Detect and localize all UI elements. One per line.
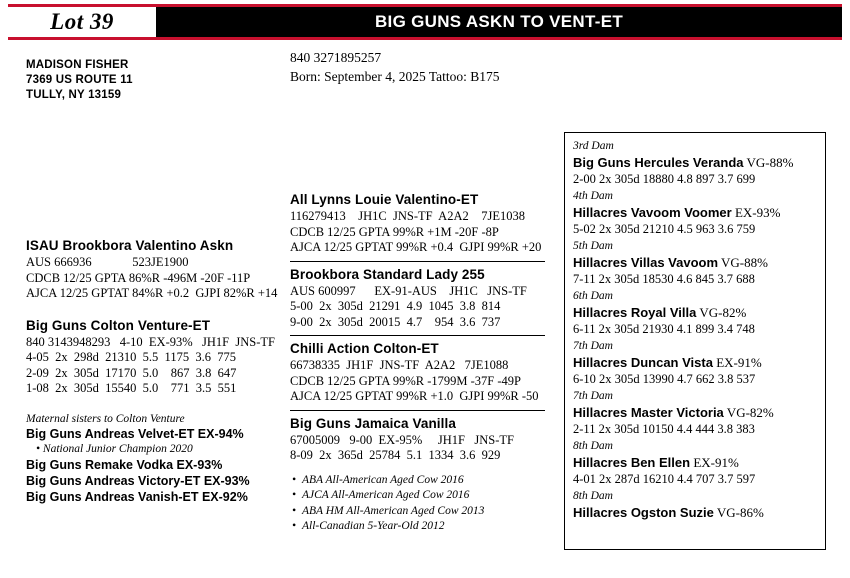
dam-generation-label: 7th Dam (573, 340, 613, 352)
maternal-sister-name: Big Guns Andreas Vanish-ET EX-92% (26, 489, 248, 504)
dam-entry (573, 339, 825, 388)
dam-entry-record: 7-11 2x 305d 18530 4.6 845 3.7 688 (573, 272, 755, 286)
dam-entry (573, 239, 825, 288)
dam-line-3: 2-09 2x 305d 17170 5.0 867 3.8 647 (26, 365, 237, 380)
paternal-granddam-line-3: 9-00 2x 305d 20015 4.7 954 3.6 737 (290, 314, 501, 329)
maternal-sister-award: • National Junior Champion 2020 (36, 442, 193, 455)
dam-entry (573, 489, 825, 521)
dam-entry-classification: EX-91% (690, 455, 739, 470)
lot-number-label: Lot 39 (50, 9, 114, 34)
spacer (290, 464, 545, 473)
maternal-granddam-name: Big Guns Jamaica Vanilla (290, 415, 456, 431)
dam-entry-name-text: Hillacres Royal Villa (573, 305, 697, 320)
dam-entry (573, 389, 825, 438)
dam-entry-record: 4-01 2x 287d 16210 4.4 707 3.7 597 (573, 472, 756, 486)
sire-line-1: AUS 666936 523JE1900 (26, 255, 189, 269)
divider (290, 261, 545, 262)
dam-entry-name-text: Hillacres Vavoom Voomer (573, 205, 732, 220)
award-item: • ABA All-American Aged Cow 2016 (290, 473, 545, 489)
dam-entry-classification: VG-88% (743, 155, 794, 170)
dam-entry-record: 5-02 2x 305d 21210 4.5 963 3.6 759 (573, 222, 756, 236)
animal-identification-block (290, 48, 590, 86)
paternal-grandsire-line-1: 116279413 JH1C JNS-TF A2A2 7JE1038 (290, 209, 525, 223)
paternal-grandsire-line-2: CDCB 12/25 GPTA 99%R +1M -20F -8P (290, 224, 499, 239)
dam-generation-label: 8th Dam (573, 440, 613, 452)
consignor-address-line-1: 7369 US ROUTE 11 (26, 74, 133, 86)
grandparent-column (290, 192, 545, 535)
dam-entry-name-text: Hillacres Villas Vavoom (573, 255, 719, 270)
consignor-block (26, 58, 256, 103)
paternal-granddam-name: Brookbora Standard Lady 255 (290, 266, 485, 282)
dam-entry-record: 6-11 2x 305d 21930 4.1 899 3.4 748 (573, 322, 755, 336)
dam-entry-name (573, 204, 825, 221)
dam-entry (573, 439, 825, 488)
pedigree-block-paternal-grandsire (290, 192, 545, 256)
registration-number: 840 3271895257 (290, 50, 382, 65)
dam-entry-classification: VG-82% (696, 305, 747, 320)
dam-entry (573, 189, 825, 238)
dam-generation-label: 4th Dam (573, 190, 613, 202)
birth-and-tattoo: Born: September 4, 2025 Tattoo: B175 (290, 69, 500, 84)
dam-entry-classification: EX-93% (731, 205, 781, 220)
maternal-grandsire-line-3: AJCA 12/25 GPTAT 99%R +1.0 GJPI 99%R -50 (290, 389, 539, 403)
dam-entry (573, 289, 825, 338)
award-item: • ABA HM All-American Aged Cow 2013 (290, 504, 545, 520)
dam-generation-label: 3rd Dam (573, 140, 614, 152)
maternal-sisters-heading: Maternal sisters to Colton Venture (26, 412, 185, 425)
dam-entry-name-text: Hillacres Master Victoria (573, 405, 724, 420)
dam-generation-label: 5th Dam (573, 240, 613, 252)
paternal-granddam-line-2: 5-00 2x 305d 21291 4.9 1045 3.8 814 (290, 299, 501, 313)
dam-entry-classification: VG-86% (713, 505, 764, 520)
paternal-grandsire-name: All Lynns Louie Valentino-ET (290, 192, 479, 207)
ancestor-dams-box (564, 132, 826, 550)
maternal-granddam-line-1: 67005009 9-00 EX-95% JH1F JNS-TF (290, 432, 514, 447)
dam-generation-label: 6th Dam (573, 290, 613, 302)
dam-entry-name (573, 504, 825, 521)
dam-entry-name (573, 304, 825, 321)
pedigree-block-dam (26, 318, 276, 397)
pedigree-block-paternal-granddam (290, 267, 545, 331)
lot-header-bar (8, 4, 842, 40)
dam-name: Big Guns Colton Venture-ET (26, 317, 211, 333)
award-item: • All-Canadian 5-Year-Old 2012 (290, 519, 545, 535)
dam-entry-name-text: Hillacres Duncan Vista (573, 355, 713, 370)
dam-line-2: 4-05 2x 298d 21310 5.5 1175 3.6 775 (26, 350, 236, 364)
sire-line-2: CDCB 12/25 GPTA 86%R -496M -20F -11P (26, 270, 251, 285)
dam-generation-label: 7th Dam (573, 390, 613, 402)
page-title: BIG GUNS ASKN TO VENT-ET (374, 12, 624, 31)
dam-line-4: 1-08 2x 305d 15540 5.0 771 3.5 551 (26, 381, 237, 395)
dam-entry-name (573, 254, 825, 271)
consignor-name: MADISON FISHER (26, 59, 129, 71)
dam-entry-name (573, 154, 825, 171)
awards-list (290, 473, 545, 535)
divider (290, 335, 545, 336)
maternal-sister-name: Big Guns Remake Vodka EX-93% (26, 457, 223, 472)
pedigree-block-sire (26, 238, 276, 302)
dam-entry-record: 6-10 2x 305d 13990 4.7 662 3.8 537 (573, 372, 756, 386)
dam-entry-name-text: Big Guns Hercules Veranda (573, 155, 744, 170)
maternal-grandsire-name: Chilli Action Colton-ET (290, 341, 439, 356)
award-item: • AJCA All-American Aged Cow 2016 (290, 488, 545, 504)
maternal-sisters-block (26, 413, 276, 505)
dam-entry-classification: VG-88% (718, 255, 768, 270)
dam-entry (573, 139, 825, 188)
paternal-granddam-line-1: AUS 600997 EX-91-AUS JH1C JNS-TF (290, 283, 527, 298)
dam-entry-name (573, 404, 825, 421)
pedigree-block-maternal-granddam (290, 416, 545, 464)
maternal-grandsire-line-1: 66738335 JH1F JNS-TF A2A2 7JE1088 (290, 358, 509, 372)
sire-dam-column (26, 238, 276, 505)
lot-number-box (8, 7, 156, 37)
spacer (26, 397, 276, 413)
dam-entry-name (573, 354, 825, 371)
pedigree-block-maternal-grandsire (290, 341, 545, 405)
sire-line-3: AJCA 12/25 GPTAT 84%R +0.2 GJPI 82%R +14 (26, 286, 278, 300)
dam-entry-record: 2-00 2x 305d 18880 4.8 897 3.7 699 (573, 172, 756, 186)
divider (290, 410, 545, 411)
dam-generation-label: 8th Dam (573, 490, 613, 502)
consignor-address-line-2: TULLY, NY 13159 (26, 89, 122, 101)
spacer (26, 302, 276, 318)
dam-entry-classification: EX-91% (712, 355, 762, 370)
dam-entry-record: 2-11 2x 305d 10150 4.4 444 3.8 383 (573, 422, 755, 436)
sire-name: ISAU Brookbora Valentino Askn (26, 238, 234, 253)
maternal-granddam-line-2: 8-09 2x 365d 25784 5.1 1334 3.6 929 (290, 448, 501, 462)
dam-entry-name-text: Hillacres Ogston Suzie (573, 505, 714, 520)
maternal-sister-name: Big Guns Andreas Velvet-ET EX-94% (26, 426, 244, 441)
dam-entry-classification: VG-82% (723, 405, 774, 420)
maternal-sister-name: Big Guns Andreas Victory-ET EX-93% (26, 473, 250, 488)
dam-entry-name-text: Hillacres Ben Ellen (573, 455, 691, 470)
dam-line-1: 840 3143948293 4-10 EX-93% JH1F JNS-TF (26, 334, 275, 349)
maternal-grandsire-line-2: CDCB 12/25 GPTA 99%R -1799M -37F -49P (290, 373, 521, 388)
paternal-grandsire-line-3: AJCA 12/25 GPTAT 99%R +0.4 GJPI 99%R +20 (290, 240, 542, 254)
dam-entry-name (573, 454, 825, 471)
